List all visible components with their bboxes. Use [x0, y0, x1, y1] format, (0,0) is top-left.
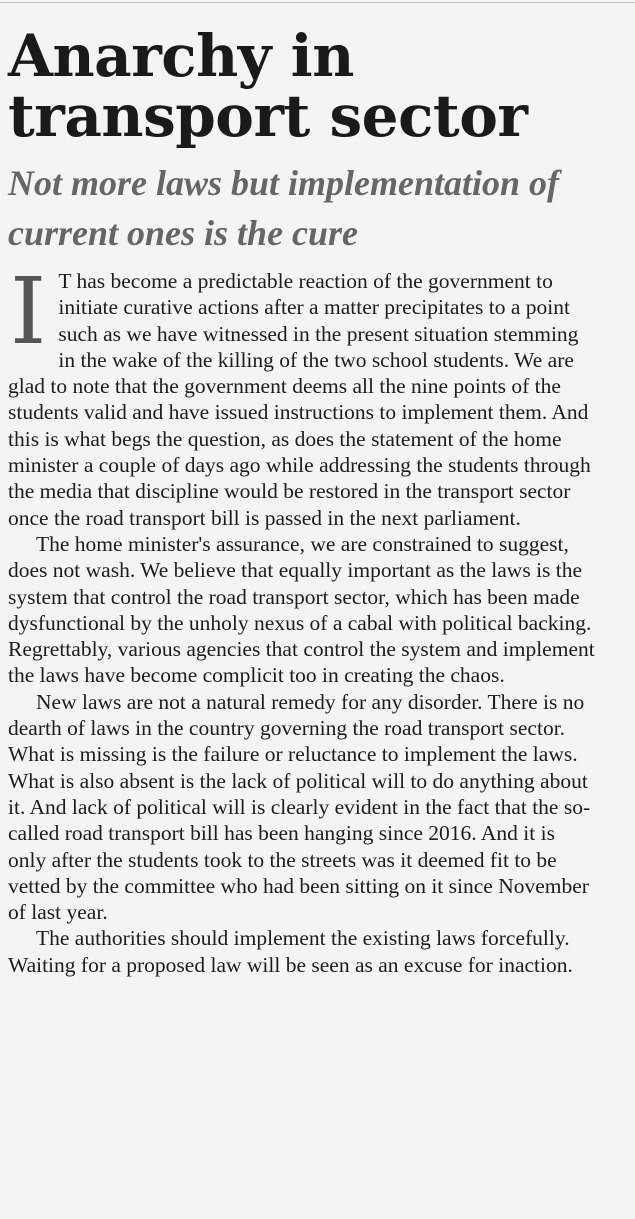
subheadline: Not more laws but implementation of current ones is the cure	[8, 163, 560, 253]
headline: Anarchy in transport sector	[8, 22, 528, 150]
editorial-article	[8, 0, 598, 978]
article-body	[8, 258, 598, 978]
drop-cap: I	[10, 258, 47, 365]
paragraph-1	[8, 258, 598, 531]
paragraph-1-text: T has become a predictable reaction of the government to initiate curative actions after a matter precipitates to a point such as we have witnessed in the present situation stemming in the wake of the killing of the two school students. We are glad to note that the government deems all the nine points of the students valid and have issued instructions to implement them. And this is what begs the question, as does the statement of the home minister a couple of days ago while addressing the students through the media that discipline would be restored in the transport sector once the road transport bill is passed in the next parliament.	[8, 269, 591, 530]
paragraph-2: The home minister's assurance, we are constrained to suggest, does not wash. We believe that equally important as the laws is the system that control the road transport sector, which has been made dysfunctional by the unholy nexus of a cabal with political backing. Regrettably, various agencies that control the system and implement the laws have become complicit too in creating the chaos.	[8, 531, 595, 688]
paragraph-4: The authorities should implement the existing laws forcefully. Waiting for a proposed law will be seen as an excuse for inaction.	[8, 926, 573, 977]
paragraph-3: New laws are not a natural remedy for any disorder. There is no dearth of laws in the country governing the road transport sector. What is missing is the failure or reluctance to implement the laws. What is also absent is the lack of political will to do anything about it. And lack of political will is clearly evident in the fact that the so-called road transport bill has been hanging since 2016. And it is only after the students took to the streets was it deemed fit to be vetted by the committee who had been sitting on it since November of last year.	[8, 689, 591, 925]
